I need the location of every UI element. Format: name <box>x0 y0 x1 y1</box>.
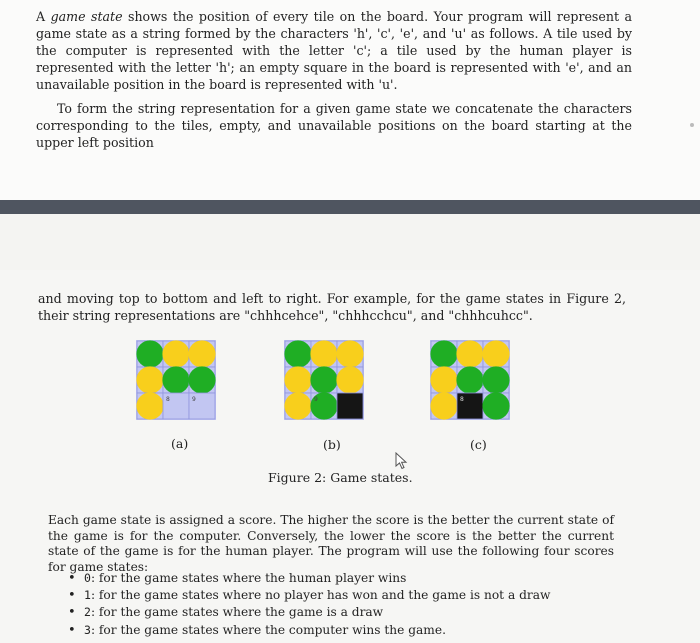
score-code: 2 <box>84 605 91 620</box>
board-grid <box>136 340 216 420</box>
computer-tile <box>284 340 311 367</box>
computer-tile <box>188 366 215 393</box>
game-board-b <box>284 340 364 420</box>
board-square <box>337 393 363 419</box>
human-tile <box>456 340 483 367</box>
game-state-term: game state <box>50 9 123 24</box>
cell-number: 8 <box>460 396 464 403</box>
paragraph-string-form: To form the string representation for a given game state we concatenate the characters corresponding to the tiles, empty, and unavailable positions on the board starting at the upper left position <box>36 101 632 150</box>
human-tile <box>136 366 163 393</box>
human-tile <box>284 366 311 393</box>
score-code: 3 <box>84 622 91 637</box>
paragraph-example: and moving top to bottom and left to right. For example, for the game states in Figure 2, their string representations are "chhhcehce", "chhhcchcu", and "chhhcuhcc". <box>38 291 626 323</box>
score-text: : for the game states where no player has won and the game is not a draw <box>90 588 551 603</box>
figure-caption: Figure 2: Game states. <box>268 470 413 485</box>
human-tile <box>430 366 457 393</box>
board-c-label: (c) <box>470 437 487 452</box>
score-list <box>62 570 550 639</box>
human-tile <box>336 366 363 393</box>
computer-tile <box>136 340 163 367</box>
cell-number: 8 <box>166 396 170 403</box>
score-text: : for the game states where the human player wins <box>90 571 407 585</box>
mouse-pointer-icon <box>394 452 410 470</box>
scroll-dot <box>690 123 694 127</box>
board-grid <box>430 340 510 420</box>
cell-number: 9 <box>192 396 196 403</box>
computer-tile <box>310 366 337 393</box>
cell-number: 9 <box>314 396 318 403</box>
human-tile <box>336 340 363 367</box>
human-tile <box>284 392 311 419</box>
computer-tile <box>482 366 509 393</box>
human-tile <box>188 340 215 367</box>
paragraph-game-state-text: shows the position of every tile on the board. Your program will represent a game state as a string formed by the characters 'h', 'c', 'e', and 'u' as follows. A tile used by the computer is represented with the letter 'c'; a tile used by the human player is represented with the letter 'h'; an empty square in the board is represented with 'e', and an unavailable position in the board is represented with 'u'. <box>36 9 632 92</box>
board-grid <box>284 340 364 420</box>
human-tile <box>162 340 189 367</box>
human-tile <box>430 392 457 419</box>
computer-tile <box>456 366 483 393</box>
computer-tile <box>430 340 457 367</box>
score-text: : for the game states where the computer wins the game. <box>90 622 446 637</box>
human-tile <box>310 340 337 367</box>
page-gap <box>0 214 700 274</box>
board-a-label: (a) <box>171 436 189 451</box>
human-tile <box>482 340 509 367</box>
game-board-c <box>430 340 510 420</box>
computer-tile <box>162 366 189 393</box>
game-board-a <box>136 340 216 420</box>
score-code: 0 <box>84 571 91 585</box>
paragraph-score: Each game state is assigned a score. The higher the score is the better the current state of the game is for the computer. Conversely, the lower the score is the better the current state of the game is for the human player. The program will use the following four scores for game states: <box>48 513 614 574</box>
computer-tile <box>482 392 509 419</box>
list-item <box>62 622 550 639</box>
list-item <box>62 587 550 604</box>
human-tile <box>136 392 163 419</box>
list-item <box>62 570 550 587</box>
list-item <box>62 604 550 621</box>
board-b-label: (b) <box>323 437 341 452</box>
score-text: : for the game states where the game is a draw <box>90 605 384 620</box>
score-code: 1 <box>84 588 91 603</box>
page-divider <box>0 200 700 214</box>
paragraph-game-state: A game state shows the position of every tile on the board. Your program will represent a game state as a string formed by the characters 'h', 'c', 'e', and 'u' as follows. A tile used by the computer is represented with the letter 'c'; a tile used by the human player is represented with the letter 'h'; an empty square in the board is represented with 'e', and an unavailable position in the board is represented with 'u'. <box>36 9 632 92</box>
